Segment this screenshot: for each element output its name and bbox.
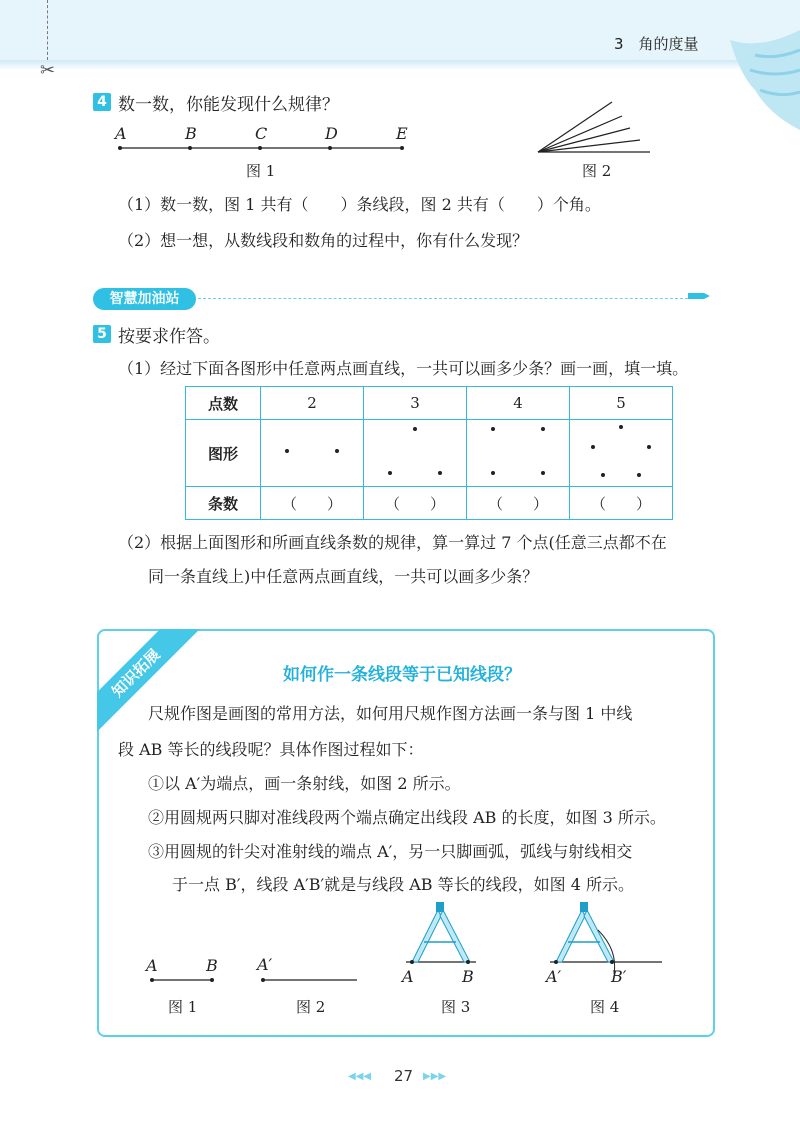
question-5-sub2-line2: 同一条直线上)中任意两点画直线，一共可以画多少条？: [148, 567, 539, 586]
question-5-title: 按要求作答。: [118, 327, 220, 347]
figure-1-caption: 图 1: [246, 162, 276, 180]
ext-figure-1-caption: 图 1: [168, 998, 198, 1016]
ext-f3-label-a: A: [402, 967, 414, 986]
question-5-sub1: （1）经过下面各图形中任意两点画直线，一共可以画多少条？画一画，填一填。: [118, 359, 689, 378]
extension-step3-line2: 于一点 B′，线段 A′B′就是与线段 AB 等长的线段，如图 4 所示。: [172, 875, 634, 894]
row-head-lines: 条数: [186, 487, 261, 520]
ext-figure-3-caption: 图 3: [441, 998, 471, 1016]
extension-step1: ①以 A′为端点，画一条射线，如图 2 所示。: [148, 774, 461, 793]
answer-blank-3[interactable]: （ ）: [364, 487, 467, 520]
extension-step3-line1: ③用圆规的针尖对准射线的端点 A′，另一只脚画弧，弧线与射线相交: [148, 842, 633, 861]
question-5-badge: 5: [93, 325, 111, 343]
point-count-3: 3: [364, 387, 467, 420]
ext-figure-2-caption: 图 2: [296, 998, 326, 1016]
ext-figure-4-compass-arc: [540, 900, 665, 975]
ext-f1-label-a: A: [146, 956, 158, 975]
figure-2-caption: 图 2: [582, 162, 612, 180]
extension-para-line1: 尺规作图是画图的常用方法，如何用尺规作图方法画一条与图 1 中线: [148, 704, 633, 723]
row-head-points: 点数: [186, 387, 261, 420]
cut-line: [47, 0, 48, 60]
footer-right-arrows-icon: ▶▶▶: [423, 1071, 447, 1082]
figure-4-points[interactable]: [467, 420, 570, 487]
extension-title: 如何作一条线段等于已知线段？: [283, 665, 521, 685]
row-head-figure: 图形: [186, 420, 261, 487]
question-4-title: 数一数，你能发现什么规律？: [118, 95, 339, 115]
ext-figure-3-compass: [398, 900, 488, 975]
tip-divider: [198, 298, 688, 299]
figure-2-angles: [530, 98, 660, 158]
answer-blank-5[interactable]: （ ）: [570, 487, 673, 520]
pencil-icon: [688, 291, 710, 301]
question-4-sub2: （2）想一想，从数线段和数角的过程中，你有什么发现？: [118, 231, 529, 250]
ext-f3-label-b: B: [462, 967, 474, 986]
footer-left-arrows-icon: ◀◀◀: [348, 1071, 372, 1082]
extension-para-line2: 段 AB 等长的线段呢？具体作图过程如下：: [118, 740, 424, 759]
answer-blank-4[interactable]: （ ）: [467, 487, 570, 520]
point-label-e: E: [396, 124, 408, 143]
extension-step2: ②用圆规两只脚对准线段两个端点确定出线段 AB 的长度，如图 3 所示。: [148, 808, 666, 827]
header-edge: [0, 60, 800, 70]
question-4-sub1: （1）数一数，图 1 共有（ ）条线段，图 2 共有（ ）个角。: [118, 195, 601, 214]
extension-ribbon-label: 知识拓展: [97, 629, 199, 736]
ext-f1-label-b: B: [206, 956, 218, 975]
question-4-badge: 4: [93, 93, 111, 111]
point-label-c: C: [255, 124, 268, 143]
question-5-sub2-line1: （2）根据上面图形和所画直线条数的规律，算一算过 7 个点(任意三点都不在: [118, 533, 667, 552]
figure-2-points[interactable]: [261, 420, 364, 487]
figure-3-points[interactable]: [364, 420, 467, 487]
ext-f2-label-a: A′: [257, 955, 273, 974]
point-count-4: 4: [467, 387, 570, 420]
point-label-d: D: [325, 124, 338, 143]
tip-banner: 智慧加油站: [93, 288, 196, 310]
figure-5-points[interactable]: [570, 420, 673, 487]
point-label-b: B: [185, 124, 197, 143]
ext-f4-label-a: A′: [546, 967, 562, 986]
point-label-a: A: [115, 124, 127, 143]
ext-figure-4-caption: 图 4: [590, 998, 620, 1016]
ext-f4-label-b: B′: [611, 967, 627, 986]
scissors-icon: ✂: [40, 60, 56, 81]
point-count-2: 2: [261, 387, 364, 420]
chapter-title: 3 角的度量: [614, 35, 699, 53]
points-lines-table: [185, 386, 673, 520]
point-count-5: 5: [570, 387, 673, 420]
answer-blank-2[interactable]: （ ）: [261, 487, 364, 520]
pagoda-decoration-icon: [700, 20, 800, 130]
page-number: 27: [394, 1067, 414, 1085]
